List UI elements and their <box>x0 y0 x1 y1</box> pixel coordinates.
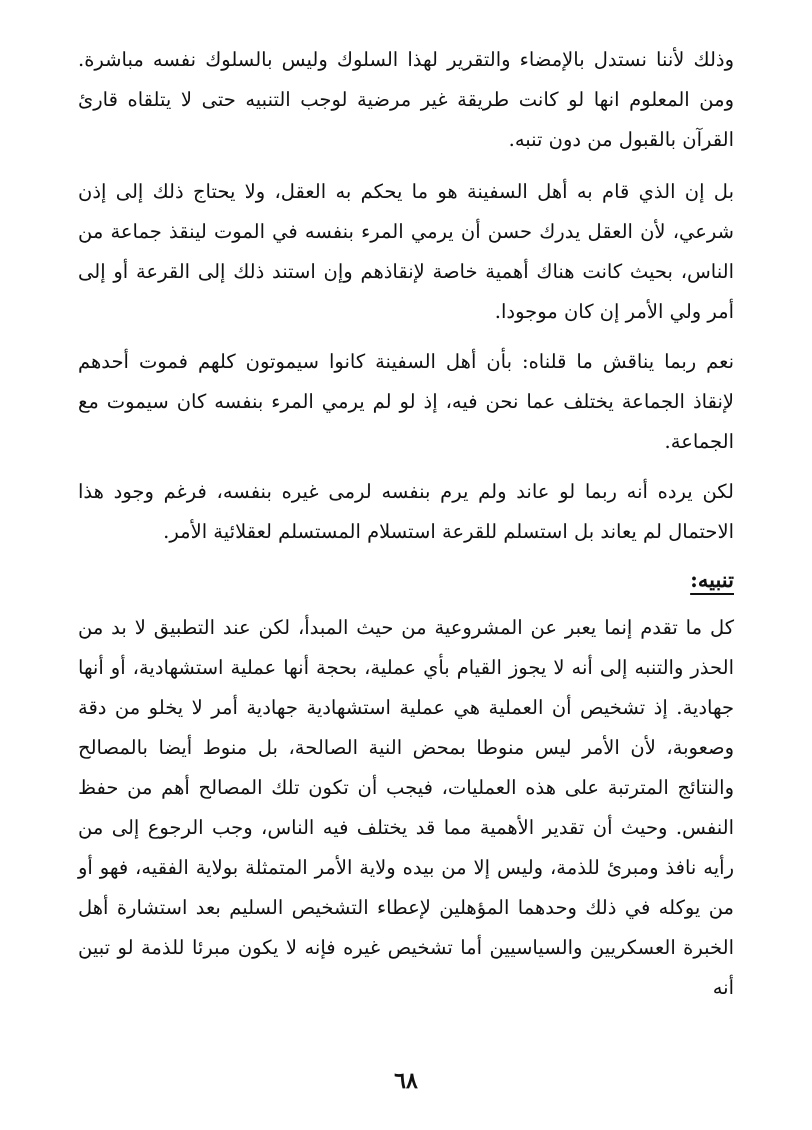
paragraph: كل ما تقدم إنما يعبر عن المشروعية من حيث المبدأ، لكن عند التطبيق لا بد من الحذر والتنبه إلى أنه لا يجوز القيام بأي عملية، بحجة أنها عملية استشهادية، أو أنها جهادية. إذ تشخيص أن العملية هي عملية استشهادية جهادية أمر لا يخلو من دقة وصعوبة، لأن الأمر ليس منوطا بمحض النية الصالحة، بل منوط أيضا بالمصالح والنتائج المترتبة على هذه العمليات، فيجب أن تكون تلك المصالح أهم من حفظ النفس. وحيث أن تقدير الأهمية مما قد يختلف فيه الناس، وجب الرجوع إلى من رأيه نافذ ومبرئ للذمة، وليس إلا من بيده ولاية الأمر المتمثلة بولاية الفقيه، فهو أو من يوكله في ذلك وحدهما المؤهلين لإعطاء التشخيص السليم بعد استشارة أهل الخبرة العسكريين والسياسيين أما تشخيص غيره فإنه لا يكون مبرئا للذمة لو تبين أنه <box>78 616 735 999</box>
paragraph: وذلك لأننا نستدل بالإمضاء والتقرير لهذا السلوك وليس بالسلوك نفسه مباشرة. ومن المعلوم انها لو كانت طريقة غير مرضية لوجب التنبيه حتى لا يتلقاه قارئ القرآن بالقبول من دون تنبه. <box>78 48 734 151</box>
paragraph: لكن يرده أنه ربما لو عاند ولم يرم بنفسه لرمى غيره بنفسه، فرغم وجود هذا الاحتمال لم يعاند بل استسلم للقرعة استسلام المستسلم لعقلائية الأمر. <box>78 480 734 543</box>
section-heading: تنبيه: <box>690 567 734 592</box>
paragraph: بل إن الذي قام به أهل السفينة هو ما يحكم به العقل، ولا يحتاج ذلك إلى إذن شرعي، لأن العقل يدرك حسن أن يرمي المرء بنفسه في الموت لينقذ جماعة من الناس، بحيث كانت هناك أهمية خاصة لإنقاذهم وإن استند ذلك إلى القرعة أو إلى أمر ولي الأمر إن كان موجودا. <box>78 180 734 323</box>
page-body <box>78 40 734 1008</box>
paragraph: نعم ربما يناقش ما قلناه: بأن أهل السفينة كانوا سيموتون كلهم فموت أحدهم لإنقاذ الجماعة يختلف عما نحن فيه، إذ لو لم يرمي المرء بنفسه كان سيموت مع الجماعة. <box>78 350 734 453</box>
page-number: ٦٨ <box>394 1068 418 1094</box>
